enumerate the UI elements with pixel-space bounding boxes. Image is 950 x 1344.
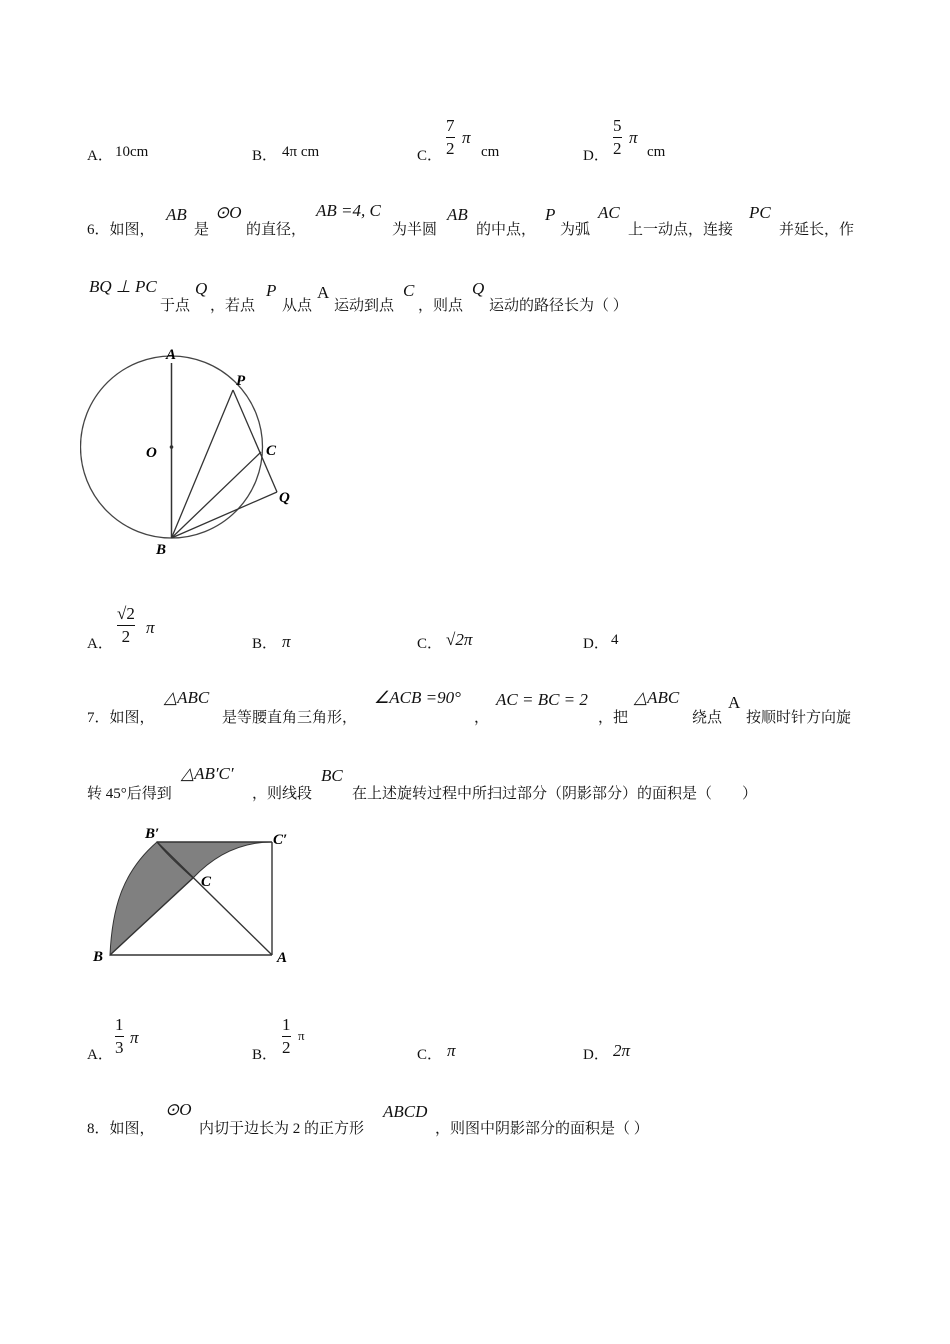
q7-option-a-label: A．	[87, 1047, 113, 1063]
q7-around: 绕点	[692, 710, 723, 726]
q7-option-a-fraction	[115, 1015, 124, 1058]
q6-label-o: O	[146, 445, 157, 461]
q5-option-c-fraction	[446, 116, 455, 159]
q6-midpoint: 的中点，	[476, 222, 537, 238]
q6-from: 从点	[282, 298, 313, 314]
q6-p2: P	[266, 281, 277, 300]
q7-option-a-denominator: 3	[115, 1038, 124, 1057]
q6-foot: 于点	[160, 298, 191, 314]
q7-label-b-prime: B′	[145, 826, 160, 842]
q6-segment-pq	[233, 390, 277, 492]
q6-ask: 运动的路径长为（ ）	[489, 298, 628, 314]
q6-lead: 6．如图，	[87, 222, 155, 238]
q6-moving: 上一动点，连接	[628, 222, 734, 238]
q8-circle-o: ⊙O	[165, 1100, 192, 1119]
q7-label-c-prime: C′	[273, 832, 288, 848]
q6-option-a-label: A．	[87, 636, 113, 652]
q6-to: 运动到点	[334, 298, 395, 314]
fraction-bar	[613, 137, 622, 138]
q7-label-c: C	[201, 874, 212, 890]
q5-option-a-value: 10cm	[115, 144, 149, 160]
q7-option-c-label: C．	[417, 1047, 443, 1063]
q6-then: ，则点	[418, 298, 464, 314]
q8-square-abcd: ABCD	[383, 1102, 428, 1121]
q7-ac-bc: AC = BC = 2	[496, 690, 588, 709]
q6-label-p: P	[236, 373, 246, 389]
q7-lead: 7．如图，	[87, 710, 155, 726]
q6-option-a-fraction	[117, 604, 135, 647]
q7-option-d-value: 2π	[613, 1041, 631, 1060]
q5-option-c-numerator: 7	[446, 116, 455, 135]
q5-option-b-value: 4π cm	[282, 144, 320, 160]
q6-q: Q	[195, 279, 208, 298]
q8-lead: 8．如图，	[87, 1121, 155, 1137]
q5-option-d-pi: π	[629, 128, 638, 147]
q7-ba: ，把	[598, 710, 629, 726]
q7-option-c-value: π	[447, 1041, 456, 1060]
q6-ac: AC	[598, 203, 620, 222]
fraction-bar	[446, 137, 455, 138]
q6-option-c-label: C．	[417, 636, 443, 652]
q6-option-a-pi: π	[146, 618, 155, 637]
q6-figure	[80, 340, 320, 562]
q6-ab2: AB	[447, 205, 468, 224]
q7-label-b: B	[93, 949, 104, 965]
q6-diameter: 的直径，	[246, 222, 307, 238]
q6-q2: Q	[472, 279, 485, 298]
q6-pc: PC	[749, 203, 771, 222]
q7-isosceles: 是等腰直角三角形，	[222, 710, 358, 726]
q6-label-b: B	[156, 542, 167, 558]
q7-segment-word: ，则线段	[252, 786, 313, 802]
q7-rotate: 按顺时针方向旋	[746, 710, 852, 726]
q7-option-a-pi: π	[130, 1028, 139, 1047]
q7-bc: BC	[321, 766, 343, 785]
q7-point-a: A	[728, 693, 741, 712]
q6-shi: 是	[194, 222, 210, 238]
q7-option-b-pi: π	[298, 1028, 305, 1043]
q5-option-d-fraction	[613, 116, 622, 159]
q6-arc: 为弧	[560, 222, 591, 238]
q6-c: C	[403, 281, 415, 300]
q7-figure	[90, 822, 300, 972]
q7-comma: ，	[474, 710, 490, 726]
q6-option-d-value: 4	[611, 632, 619, 648]
q7-option-b-numerator: 1	[282, 1015, 291, 1034]
q6-extend: 并延长，作	[779, 222, 855, 238]
q6-ab: AB	[166, 205, 187, 224]
q6-circle-o: ⊙O	[215, 203, 242, 222]
q5-option-c-unit: cm	[481, 144, 500, 160]
q5-option-c-denominator: 2	[446, 139, 455, 158]
q6-option-a-numerator: √2	[117, 604, 135, 623]
q6-ab-eq: AB =4, C	[316, 201, 381, 220]
q6-center-dot	[170, 445, 174, 449]
q7-triangle-abc-prime: △AB′C′	[181, 764, 234, 783]
q7-option-b-fraction	[282, 1015, 291, 1058]
q6-label-c: C	[266, 443, 277, 459]
q5-option-b-label: B．	[252, 148, 278, 164]
fraction-bar	[282, 1036, 291, 1037]
q7-option-b-label: B．	[252, 1047, 278, 1063]
q6-a: A	[317, 283, 330, 302]
q6-if: ，若点	[210, 298, 256, 314]
q6-semicircle: 为半圆	[392, 222, 438, 238]
q5-option-c-pi: π	[462, 128, 471, 147]
fraction-bar	[115, 1036, 124, 1037]
q7-ask: 在上述旋转过程中所扫过部分（阴影部分）的面积是（ ）	[352, 786, 758, 802]
q6-segment-bc	[172, 452, 262, 538]
q7-label-a: A	[277, 950, 288, 966]
fraction-bar	[117, 625, 135, 626]
q7-option-a-numerator: 1	[115, 1015, 124, 1034]
q6-p: P	[545, 205, 556, 224]
q7-angle-acb: ∠ACB =90°	[374, 688, 461, 707]
q7-option-b-denominator: 2	[282, 1038, 291, 1057]
q8-text: 内切于边长为 2 的正方形	[199, 1121, 365, 1137]
q6-label-q: Q	[279, 490, 290, 506]
q7-triangle-abc-2: △ABC	[634, 688, 680, 707]
q6-bq-perp-pc: BQ ⊥ PC	[89, 277, 157, 296]
q8-ask: ，则图中阴影部分的面积是（ ）	[435, 1121, 649, 1137]
q5-option-d-numerator: 5	[613, 116, 622, 135]
q7-option-d-label: D．	[583, 1047, 609, 1063]
q7-line2-lead: 转 45°后得到	[87, 786, 172, 802]
q5-option-d-label: D．	[583, 148, 609, 164]
q5-option-d-denominator: 2	[613, 139, 622, 158]
q5-option-d-unit: cm	[647, 144, 666, 160]
q5-option-a-label: A．	[87, 148, 113, 164]
q6-option-a-denominator: 2	[121, 627, 131, 646]
q6-option-c-value: √2π	[446, 630, 473, 649]
q5-option-c-label: C．	[417, 148, 443, 164]
q6-option-b-label: B．	[252, 636, 278, 652]
q7-triangle-abc: △ABC	[164, 688, 210, 707]
q6-label-a: A	[166, 347, 177, 363]
q6-option-b-value: π	[282, 632, 291, 651]
q6-option-d-label: D．	[583, 636, 609, 652]
